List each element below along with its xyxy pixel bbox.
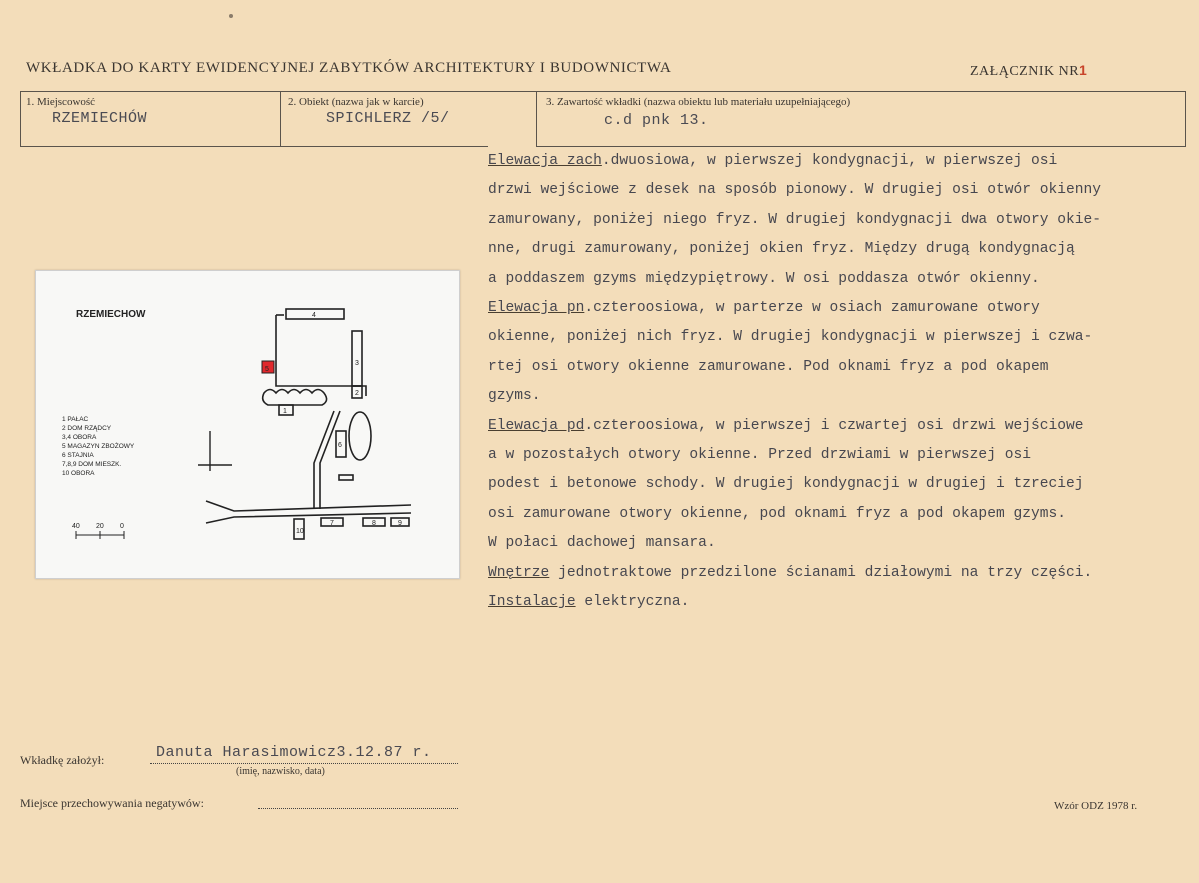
description-line: [488, 441, 1196, 470]
legend-entry: 5 MAGAZYN ZBOŻOWY: [62, 443, 135, 450]
description-line: [488, 470, 1196, 499]
fields-rule-left: [20, 146, 488, 147]
building-3: [352, 331, 362, 386]
description-text-run: a w pozostałych otwory okienne. Przed drzwiami w pierwszej osi: [488, 447, 1031, 464]
description-line: [488, 176, 1196, 205]
description-line: [488, 382, 1196, 411]
description-text-run: .czteroosiowa, w pierwszej i czwartej osi drzwi wejściowe: [584, 417, 1084, 434]
description-line: [488, 353, 1196, 382]
road-north: [314, 411, 334, 509]
description-text-run: zamurowany, poniżej niego fryz. W drugiej kondygnacji dwa otwory okie-: [488, 211, 1102, 228]
description-line: [488, 206, 1196, 235]
pond: [349, 412, 371, 460]
map-legend: [62, 416, 135, 477]
site-plan-map: [36, 271, 459, 578]
description-text-run: drzwi wejściowe z desek na sposób pionowy. W drugiej osi otwór okienny: [488, 182, 1102, 199]
description-line: [488, 588, 1196, 617]
building-number: 3: [355, 360, 359, 367]
field-divider-2: [536, 91, 537, 147]
storage-label: Miejsce przechowywania negatywów:: [20, 796, 204, 810]
section-heading: Instalacje: [488, 594, 576, 611]
author-label: Wkładkę założył:: [20, 753, 105, 767]
annex-label-text: ZAŁĄCZNIK NR: [970, 64, 1080, 79]
description-text-run: a poddaszem gzyms międzypiętrowy. W osi poddasza otwór okienny.: [488, 270, 1040, 287]
description-text: [488, 147, 1196, 618]
site-plan-photo: [35, 270, 460, 579]
building-number: 1: [283, 408, 287, 415]
description-line: [488, 323, 1196, 352]
object-label: 2. Obiekt (nazwa jak w karcie): [288, 96, 424, 108]
building-number: 10: [296, 528, 304, 535]
author-dotted-line: [150, 763, 458, 764]
legend-entry: 1 PAŁAC: [62, 416, 89, 423]
description-line: [488, 265, 1196, 294]
description-line: [488, 412, 1196, 441]
building-number: 4: [312, 312, 316, 319]
legend-entry: 6 STAJNIA: [62, 452, 94, 459]
description-text-run: podest i betonowe schody. W drugiej kondygnacji w drugiej i tzreciej: [488, 476, 1084, 493]
author-caption: (imię, nazwisko, data): [236, 766, 325, 777]
building-number: 6: [338, 442, 342, 449]
storage-dotted-line: [258, 808, 458, 809]
description-text-run: nne, drugi zamurowany, poniżej okien fryz. Między drugą kondygnacją: [488, 241, 1075, 258]
description-text-run: osi zamurowane otwory okienne, pod oknami fryz a pod okapem gzyms.: [488, 505, 1067, 522]
locality-value: RZEMIECHÓW: [52, 110, 148, 127]
legend-entry: 2 DOM RZĄDCY: [62, 425, 112, 432]
building-number: 7: [330, 520, 334, 527]
author-value: Danuta Harasimowicz3.12.87 r.: [156, 744, 432, 761]
field-border-left: [20, 91, 21, 147]
description-line: [488, 294, 1196, 323]
form-reference: Wzór ODZ 1978 r.: [1054, 800, 1138, 812]
map-title: RZEMIECHOW: [76, 309, 146, 320]
legend-entry: 3,4 OBORA: [62, 434, 97, 441]
description-line: [488, 559, 1196, 588]
building-number: 2: [355, 390, 359, 397]
description-line: [488, 235, 1196, 264]
annex-label: [970, 62, 1087, 80]
section-heading: Elewacja pd: [488, 417, 585, 434]
section-heading: Elewacja zach: [488, 153, 602, 169]
object-value: SPICHLERZ /5/: [326, 110, 450, 127]
card-title: WKŁADKA DO KARTY EWIDENCYJNEJ ZABYTKÓW ARCHITEKTURY I BUDOWNICTWA: [26, 60, 672, 76]
description-text-run: rtej osi otwory okienne zamurowane. Pod oknami fryz a pod okapem: [488, 358, 1049, 375]
road-north-2: [320, 411, 340, 509]
description-line: [488, 529, 1196, 558]
building-number: 9: [398, 520, 402, 527]
annex-number: 1: [1079, 62, 1088, 78]
description-line: [488, 147, 1196, 176]
content-label: 3. Zawartość wkładki (nazwa obiektu lub materiału uzupełniającego): [546, 96, 851, 108]
scale-bar: [76, 531, 124, 539]
scale-labels: [72, 523, 124, 530]
description-text-run: W połaci dachowej mansara.: [488, 535, 716, 552]
scale-label: 40: [72, 523, 80, 530]
main-road-top: [206, 501, 411, 511]
section-heading: Elewacja pn: [488, 300, 585, 317]
locality-label: 1. Miejscowość: [26, 96, 96, 108]
scale-label: 20: [96, 523, 104, 530]
building-number: 5: [265, 366, 269, 373]
field-divider-1: [280, 91, 281, 147]
description-line: [488, 500, 1196, 529]
field-border-right: [1185, 91, 1186, 147]
legend-entry: 7,8,9 DOM MIESZK.: [62, 461, 122, 468]
description-text-run: gzyms.: [488, 388, 541, 405]
small-building: [339, 475, 353, 480]
header-rule: [20, 91, 1186, 92]
content-value: c.d pnk 13.: [604, 112, 709, 129]
description-text-run: jednotraktowe przedzilone ścianami działowymi na trzy części.: [549, 564, 1093, 581]
tree-row: [263, 390, 327, 406]
description-text-run: okienne, poniżej nich fryz. W drugiej kondygnacji w pierwszej i czwa-: [488, 329, 1093, 346]
building-numbers: [265, 312, 402, 535]
description-text-run: elektryczna.: [575, 594, 690, 611]
description-text-run: .czteroosiowa, w parterze w osiach zamurowane otwory: [584, 300, 1040, 317]
section-heading: Wnętrze: [488, 564, 550, 581]
north-arrow: [198, 431, 232, 471]
paper-speck: [229, 14, 233, 18]
building-number: 8: [372, 520, 376, 527]
scale-label: 0: [120, 523, 124, 530]
description-text-run: .dwuosiowa, w pierwszej kondygnacji, w pierwszej osi: [601, 153, 1058, 169]
legend-entry: 10 OBORA: [62, 470, 95, 477]
